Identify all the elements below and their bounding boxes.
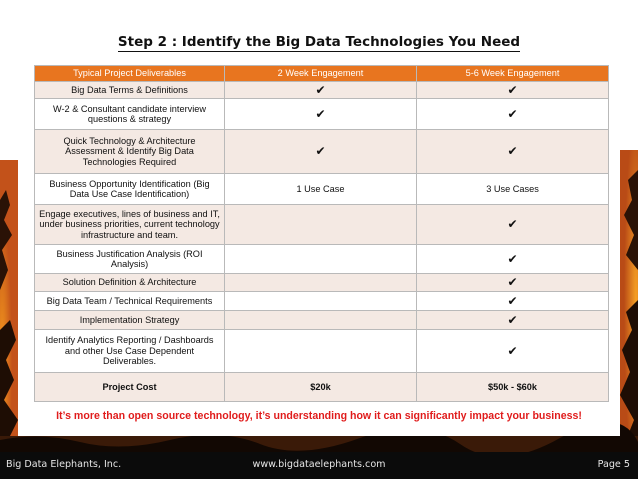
check-icon: ✔ <box>225 82 417 99</box>
empty-cell <box>225 311 417 330</box>
table-row <box>35 174 609 205</box>
empty-cell <box>225 292 417 311</box>
project-cost-label: Project Cost <box>35 373 225 402</box>
five-six-week-cost: $50k - $60k <box>417 373 609 402</box>
deliverable-cell: Business Justification Analysis (ROI Analysis) <box>35 245 225 274</box>
header-deliverables: Typical Project Deliverables <box>35 66 225 82</box>
two-week-cost: $20k <box>225 373 417 402</box>
table-row <box>35 330 609 373</box>
deliverable-cell: Identify Analytics Reporting / Dashboards and other Use Case Dependent Deliverables. <box>35 330 225 373</box>
table-row <box>35 311 609 330</box>
table-row <box>35 82 609 99</box>
empty-cell <box>225 245 417 274</box>
footer-page-number: Page 5 <box>597 459 630 470</box>
check-icon: ✔ <box>417 330 609 373</box>
deliverable-cell: Big Data Team / Technical Requirements <box>35 292 225 311</box>
table-row <box>35 130 609 174</box>
check-icon: ✔ <box>417 274 609 292</box>
table-row <box>35 99 609 130</box>
header-five-six-week: 5-6 Week Engagement <box>417 66 609 82</box>
check-icon: ✔ <box>417 245 609 274</box>
check-icon: ✔ <box>417 205 609 245</box>
table-row <box>35 205 609 245</box>
footer-website: www.bigdataelephants.com <box>252 459 386 470</box>
empty-cell <box>225 205 417 245</box>
table-row <box>35 274 609 292</box>
slide-title: Step 2 : Identify the Big Data Technologies You Need <box>117 34 521 50</box>
deliverable-cell: Implementation Strategy <box>35 311 225 330</box>
empty-cell <box>225 274 417 292</box>
deliverable-cell: W-2 & Consultant candidate interview questions & strategy <box>35 99 225 130</box>
deliverable-cell: Big Data Terms & Definitions <box>35 82 225 99</box>
check-icon: ✔ <box>225 99 417 130</box>
table-row <box>35 292 609 311</box>
empty-cell <box>225 330 417 373</box>
check-icon: ✔ <box>417 82 609 99</box>
check-icon: ✔ <box>417 311 609 330</box>
footer-bar <box>0 452 638 479</box>
deliverable-cell: Solution Definition & Architecture <box>35 274 225 292</box>
tagline: It’s more than open source technology, it’s understanding how it can significantly impact your business! <box>56 410 582 422</box>
table-header-row <box>35 66 609 82</box>
table-row <box>35 245 609 274</box>
use-case-count: 3 Use Cases <box>417 174 609 205</box>
footer-company: Big Data Elephants, Inc. <box>6 459 122 470</box>
use-case-count: 1 Use Case <box>225 174 417 205</box>
check-icon: ✔ <box>417 130 609 174</box>
check-icon: ✔ <box>417 99 609 130</box>
project-cost-row <box>35 373 609 402</box>
deliverable-cell: Engage executives, lines of business and IT, under business priorities, current technology infrastructure and team. <box>35 205 225 245</box>
deliverable-cell: Business Opportunity Identification (Big Data Use Case Identification) <box>35 174 225 205</box>
check-icon: ✔ <box>225 130 417 174</box>
header-two-week: 2 Week Engagement <box>225 66 417 82</box>
deliverables-table <box>34 65 609 402</box>
deliverable-cell: Quick Technology & Architecture Assessment & Identify Big Data Technologies Required <box>35 130 225 174</box>
check-icon: ✔ <box>417 292 609 311</box>
